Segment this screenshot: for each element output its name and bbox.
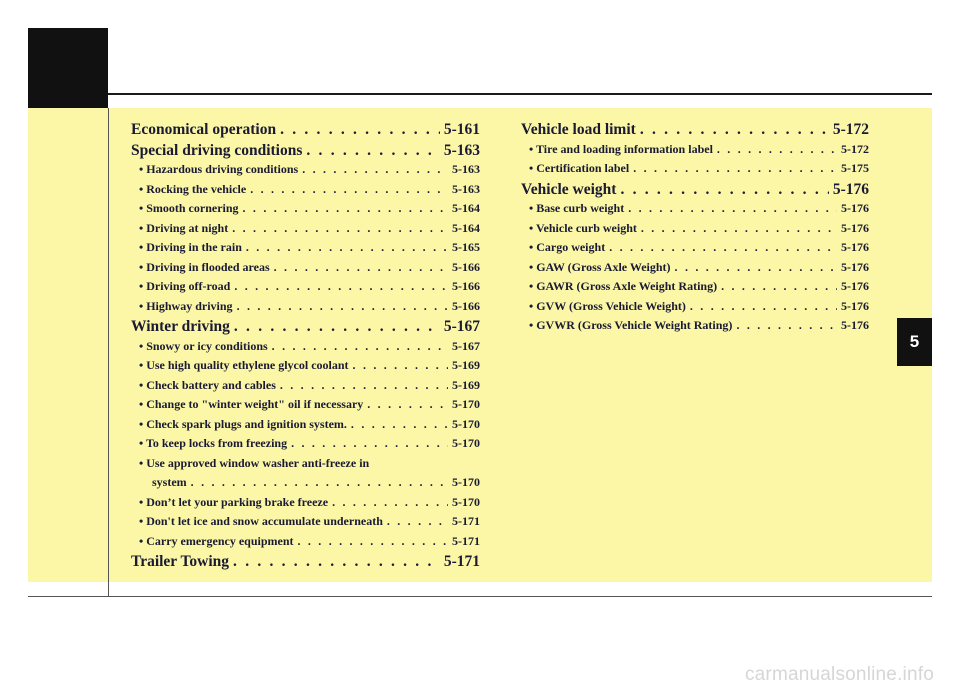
toc-page-number: 5-176	[841, 279, 869, 293]
footer-watermark: carmanualsonline.info	[744, 664, 934, 685]
toc-subsection-entry[interactable]	[131, 417, 480, 437]
toc-entry-title: Vehicle load limit	[521, 121, 636, 138]
dot-leader	[233, 553, 440, 571]
toc-page-number: 5-172	[832, 121, 869, 138]
toc-section-entry[interactable]	[131, 142, 480, 163]
dot-leader	[332, 495, 448, 510]
toc-entry-title: • Check spark plugs and ignition system.	[139, 416, 347, 431]
toc-page-number: 5-163	[452, 162, 480, 176]
toc-entry-title: • Use high quality ethylene glycol coolant	[139, 358, 349, 372]
dot-leader	[280, 378, 448, 393]
dot-leader	[272, 339, 448, 354]
toc-page-number: 5-176	[841, 318, 869, 332]
toc-page-number: 5-175	[841, 161, 869, 175]
toc-entry-title: • Use approved window washer anti-freeze in	[139, 455, 370, 470]
dot-leader	[191, 475, 448, 490]
toc-page-number: 5-176	[841, 220, 869, 235]
toc-page-number: 5-172	[841, 141, 869, 156]
toc-subsection-entry[interactable]	[521, 299, 869, 319]
dot-leader	[274, 260, 448, 275]
dot-leader	[298, 534, 449, 549]
dot-leader	[234, 279, 448, 294]
toc-entry-title: • GAWR (Gross Axle Weight Rating)	[529, 279, 718, 293]
chapter-tab[interactable]: 5	[897, 318, 932, 366]
dot-leader	[609, 240, 837, 255]
dot-leader	[367, 397, 448, 412]
toc-page-number: 5-176	[841, 240, 869, 254]
toc-page-number: 5-166	[452, 298, 480, 313]
toc-entry-title: • Highway driving	[139, 298, 233, 313]
toc-entry-title: • Don't let ice and snow accumulate underneath	[139, 514, 383, 528]
toc-entry-title: • Smooth cornering	[139, 201, 239, 215]
toc-subsection-entry[interactable]	[131, 397, 480, 417]
toc-entry-title: • Cargo weight	[529, 240, 606, 254]
toc-page-number: 5-170	[452, 475, 480, 489]
toc-subsection-entry[interactable]	[131, 358, 480, 378]
toc-subsection-entry[interactable]	[131, 495, 480, 515]
dot-leader	[237, 299, 448, 314]
dot-leader	[246, 240, 448, 255]
toc-left-column	[131, 121, 480, 574]
toc-page-number: 5-164	[452, 201, 480, 215]
toc-page-number: 5-170	[452, 416, 480, 431]
dot-leader	[640, 121, 829, 139]
toc-entry-title: Vehicle weight	[521, 180, 617, 198]
toc-entry-title: • GAW (Gross Axle Weight)	[529, 259, 671, 274]
toc-subsection-entry[interactable]	[131, 514, 480, 534]
toc-subsection-entry[interactable]	[131, 378, 480, 398]
footer-rule	[28, 596, 932, 597]
dot-leader	[234, 318, 440, 336]
toc-section-entry[interactable]	[131, 318, 480, 339]
toc-page-number: 5-166	[452, 259, 480, 274]
dot-leader	[232, 221, 448, 236]
toc-page-number: 5-163	[443, 141, 480, 159]
toc-entry-title: • To keep locks from freezing	[139, 436, 288, 450]
dot-leader	[291, 436, 448, 451]
dot-leader	[302, 162, 448, 177]
toc-subsection-entry[interactable]	[521, 279, 869, 299]
toc-subsection-entry[interactable]	[521, 318, 869, 338]
toc-page-number: 5-171	[443, 553, 480, 570]
dot-leader	[250, 182, 448, 197]
toc-page-number: 5-176	[841, 298, 869, 313]
toc-subsection-entry[interactable]	[131, 339, 480, 359]
toc-section-entry[interactable]	[131, 553, 480, 574]
toc-page-number: 5-176	[841, 259, 869, 274]
toc-entry-title: • GVW (Gross Vehicle Weight)	[529, 298, 686, 313]
dot-leader	[690, 299, 837, 314]
toc-subsection-entry[interactable]	[521, 260, 869, 280]
dot-leader	[717, 142, 837, 157]
toc-subsection-entry[interactable]	[131, 475, 480, 495]
toc-subsection-entry[interactable]	[131, 240, 480, 260]
toc-entry-title: Economical operation	[131, 121, 277, 138]
toc-subsection-entry[interactable]	[131, 260, 480, 280]
toc-entry-title: • Tire and loading information label	[529, 141, 713, 156]
toc-subsection-entry[interactable]	[131, 299, 480, 319]
dot-leader	[387, 514, 448, 529]
dot-leader	[721, 279, 837, 294]
toc-entry-title: • Don’t let your parking brake freeze	[139, 494, 329, 509]
toc-page-number: 5-170	[452, 436, 480, 450]
toc-section-entry[interactable]	[521, 181, 869, 202]
toc-right-column	[521, 121, 869, 338]
toc-subsection-entry[interactable]	[131, 534, 480, 554]
dot-leader	[641, 221, 837, 236]
chapter-header-block	[28, 28, 108, 108]
toc-section-entry[interactable]	[131, 121, 480, 142]
dot-leader	[736, 318, 837, 333]
toc-page-number: 5-169	[452, 358, 480, 372]
toc-subsection-entry[interactable]	[521, 221, 869, 241]
toc-section-entry[interactable]	[521, 121, 869, 142]
toc-entry-title: • Driving off-road	[139, 279, 231, 293]
toc-page-number: 5-161	[443, 121, 480, 138]
toc-page-number: 5-171	[452, 533, 480, 548]
toc-entry-title: • Carry emergency equipment	[139, 533, 294, 548]
toc-entry-title: • Rocking the vehicle	[139, 181, 247, 196]
toc-entry-title: system	[152, 475, 187, 489]
toc-page-number: 5-176	[832, 180, 869, 198]
toc-entry-title: • Check battery and cables	[139, 377, 276, 392]
dot-leader	[620, 181, 828, 199]
toc-page-number: 5-170	[452, 397, 480, 411]
toc-page-number: 5-166	[452, 279, 480, 293]
toc-subsection-entry[interactable]	[131, 182, 480, 202]
toc-entry-title: • Driving at night	[139, 220, 229, 235]
toc-subsection-entry[interactable]	[131, 279, 480, 299]
dot-leader	[306, 142, 439, 160]
toc-page-number: 5-176	[841, 201, 869, 215]
toc-entry-title: • Certification label	[529, 161, 630, 175]
toc-entry-title: • GVWR (Gross Vehicle Weight Rating)	[529, 318, 733, 332]
toc-subsection-entry[interactable]	[521, 142, 869, 162]
toc-entry-title: • Driving in the rain	[139, 240, 242, 254]
dot-leader	[353, 358, 448, 373]
toc-entry-title: • Driving in flooded areas	[139, 259, 270, 274]
dot-leader	[633, 161, 837, 176]
toc-subsection-entry[interactable]	[131, 436, 480, 456]
toc-page-number: 5-170	[452, 494, 480, 509]
dot-leader	[351, 417, 448, 432]
toc-page-number: 5-163	[452, 181, 480, 196]
toc-entry-title: • Vehicle curb weight	[529, 220, 637, 235]
toc-entry-title: • Base curb weight	[529, 201, 625, 215]
toc-subsection-entry[interactable]	[521, 240, 869, 260]
toc-entry-title: Trailer Towing	[131, 553, 230, 570]
toc-page-number: 5-164	[452, 220, 480, 235]
toc-entry-title: • Change to "winter weight" oil if necessary	[139, 397, 364, 411]
dot-leader	[280, 121, 440, 139]
toc-subsection-entry[interactable]	[131, 162, 480, 182]
toc-page-number: 5-167	[443, 318, 480, 335]
toc-entry-title: Special driving conditions	[131, 141, 303, 159]
toc-page-number: 5-167	[452, 338, 480, 353]
header-rule	[108, 93, 932, 95]
dot-leader	[243, 201, 448, 216]
toc-page-number: 5-169	[452, 377, 480, 392]
dot-leader	[675, 260, 837, 275]
margin-rule	[108, 108, 109, 596]
dot-leader	[628, 201, 837, 216]
toc-entry-title: Winter driving	[131, 318, 230, 335]
toc-subsection-entry[interactable]	[131, 456, 480, 476]
toc-subsection-entry[interactable]	[521, 161, 869, 181]
toc-subsection-entry[interactable]	[521, 201, 869, 221]
toc-subsection-entry[interactable]	[131, 201, 480, 221]
toc-subsection-entry[interactable]	[131, 221, 480, 241]
toc-page-number: 5-165	[452, 240, 480, 254]
toc-page-number: 5-171	[452, 514, 480, 528]
toc-entry-title: • Hazardous driving conditions	[139, 162, 299, 176]
toc-entry-title: • Snowy or icy conditions	[139, 338, 268, 353]
